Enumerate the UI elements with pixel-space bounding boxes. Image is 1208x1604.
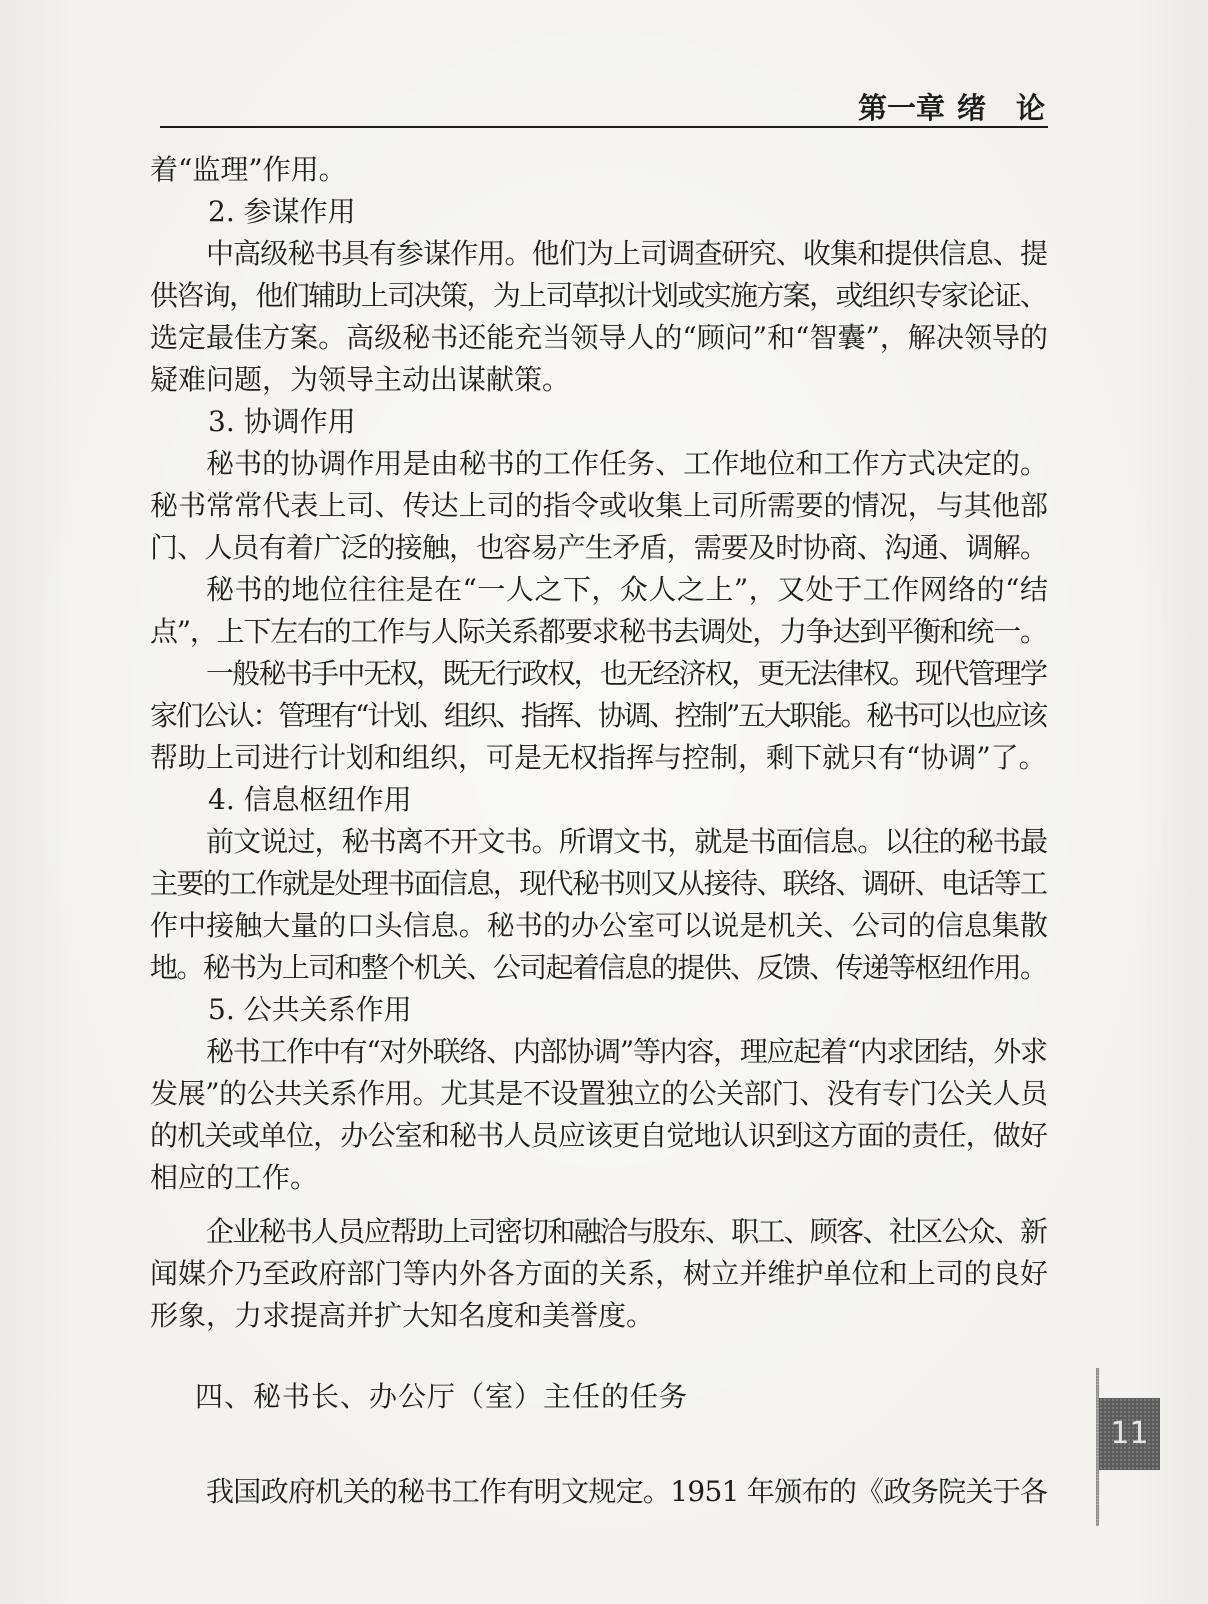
paragraph [150,653,1050,779]
continued-paragraph [150,149,1050,191]
text-line: 相应的工作。 [150,1161,319,1194]
chapter-title-char: 论 [1015,91,1045,125]
text-line: 选定最佳方案。高级秘书还能充当领导人的“顾问”和“智囊”，解决领导的 [150,321,1049,354]
paragraph [150,569,1050,653]
paragraph [150,1471,1050,1513]
text-line: 帮助上司进行计划和组织，可是无权指挥与控制，剩下就只有“协调”了。 [150,741,1047,774]
text-line: 一般秘书手中无权，既无行政权，也无经济权，更无法律权。现代管理学 [206,657,1047,690]
text-line: 地。秘书为上司和整个机关、公司起着信息的提供、反馈、传递等枢纽作用。 [150,951,1047,984]
text-line: 闻媒介乃至政府部门等内外各方面的关系，树立并维护单位和上司的良好 [150,1257,1049,1290]
text-line: 秘书工作中有“对外联络、内部协调”等内容，理应起着“内求团结，外求 [206,1035,1047,1068]
text-line: 中高级秘书具有参谋作用。他们为上司调查研究、收集和提供信息、提 [206,237,1048,270]
running-head [858,90,1045,126]
text-line: 形象，力求提高并扩大知名度和美誉度。 [150,1299,655,1332]
text-line: 疑难问题，为领导主动出谋献策。 [150,363,571,396]
text-line: 着“监理”作用。 [150,153,347,186]
paragraph [150,821,1050,989]
chapter-title-char: 绪 [956,91,986,125]
text-line: 作中接触大量的口头信息。秘书的办公室可以说是机关、公司的信息集散 [150,909,1049,942]
text-line: 秘书常常代表上司、传达上司的指令或收集上司所需要的情况，与其他部 [150,489,1049,522]
text-line: 的机关或单位，办公室和秘书人员应该更自觉地认识到这方面的责任，做好 [150,1119,1048,1152]
text-line: 点”，上下左右的工作与人际关系都要求秘书去调处，力争达到平衡和统一。 [150,615,1047,648]
text-line: 我国政府机关的秘书工作有明文规定。1951 年颁布的《政务院关于各 [206,1475,1048,1508]
text-line: 家们公认：管理有“计划、组织、指挥、协调、控制”五大职能。秘书可以也应该 [150,699,1046,732]
page-number: 11 [1110,1416,1149,1451]
section-heading: 四、秘书长、办公厅（室）主任的任务 [195,1380,689,1413]
text-line: 供咨询，他们辅助上司决策，为上司草拟计划或实施方案，或组织专家论证、 [150,279,1047,312]
paragraph [150,233,1050,401]
subheading-advisory-role: 2. 参谋作用 [208,195,356,228]
subheading-coordination-role: 3. 协调作用 [208,405,356,438]
text-line: 门、人员有着广泛的接触，也容易产生矛盾，需要及时协商、沟通、调解。 [150,531,1048,564]
subheading-public-relations-role: 5. 公共关系作用 [208,993,412,1026]
paragraph [150,443,1050,569]
text-line: 前文说过，秘书离不开文书。所谓文书，就是书面信息。以往的秘书最 [206,825,1048,858]
paragraph [150,1211,1050,1337]
chapter-label: 第一章 [857,91,945,125]
text-line: 秘书的地位往往是在“一人之下，众人之上”，又处于工作网络的“结 [206,573,1049,606]
text-line: 秘书的协调作用是由秘书的工作任务、工作地位和工作方式决定的。 [206,447,1049,480]
text-line: 发展”的公共关系作用。尤其是不设置独立的公关部门、没有专门公关人员 [150,1077,1048,1110]
text-line: 主要的工作就是处理书面信息，现代秘书则又从接待、联络、调研、电话等工 [150,867,1047,900]
paragraph [150,1031,1050,1199]
page-number-tab [1099,1398,1160,1470]
subheading-information-hub-role: 4. 信息枢纽作用 [208,783,412,816]
text-line: 企业秘书人员应帮助上司密切和融洽与股东、职工、顾客、社区公众、新 [206,1215,1047,1248]
body-text [150,149,1050,1513]
header-rule [160,126,1048,128]
